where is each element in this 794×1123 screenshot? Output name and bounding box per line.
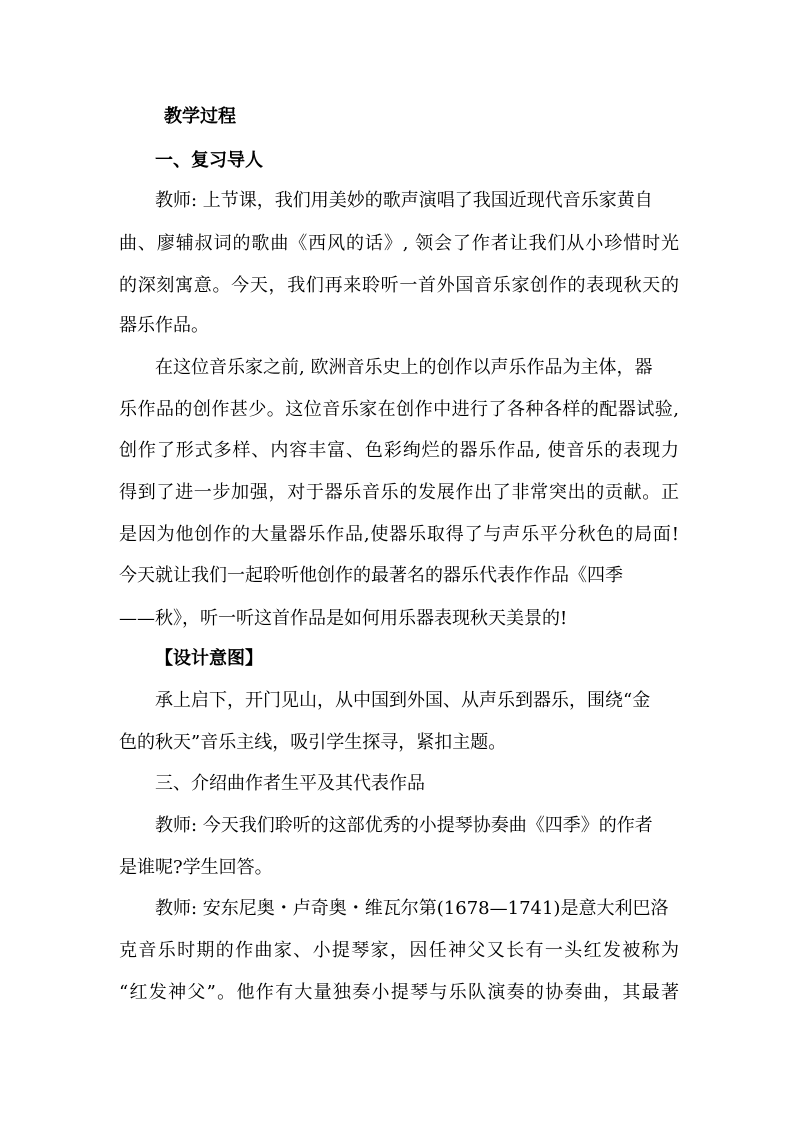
section1-para2-line-3: 创作了形式多样、内容丰富、色彩绚烂的器乐作品, 使音乐的表现力 bbox=[119, 440, 679, 461]
section1-para2-line-5: 是因为他创作的大量器乐作品,使器乐取得了与声乐平分秋色的局面! bbox=[119, 524, 679, 545]
section1-heading: 一、复习导人 bbox=[155, 150, 263, 171]
section1-para2-line-6: 今天就让我们一起聆听他创作的最著名的器乐代表作作品《四季 bbox=[119, 565, 623, 586]
design-heading: 【设计意图】 bbox=[155, 648, 263, 669]
design-line-2: 色的秋天”音乐主线，吸引学生探寻，紧扣主题。 bbox=[119, 732, 507, 753]
document-title: 教学过程 bbox=[164, 106, 236, 127]
section1-para1-line-1: 教师: 上节课，我们用美妙的歌声演唱了我国近现代音乐家黄自 bbox=[155, 190, 653, 211]
section3-para1-line-1: 教师: 今天我们聆听的这部优秀的小提琴协奏曲《四季》的作者 bbox=[155, 815, 653, 836]
section3-para2-line-1: 教师: 安东尼奥・卢奇奥・维瓦尔第(1678—1741)是意大利巴洛 bbox=[155, 898, 669, 919]
section1-para2-line-7: ——秋》，听一听这首作品是如何用乐器表现秋天美景的! bbox=[119, 608, 568, 629]
section3-para2-line-2: 克音乐时期的作曲家、小提琴家，因任神父又长有一头红发被称为 bbox=[119, 940, 679, 961]
section1-para1-line-4: 器乐作品。 bbox=[119, 315, 209, 336]
section1-para1-line-3: 的深刻寓意。今天，我们再来聆听一首外国音乐家创作的表现秋天的 bbox=[119, 275, 679, 296]
section1-para2-line-2: 乐作品的创作甚少。这位音乐家在创作中进行了各种各样的配器试验, bbox=[119, 399, 679, 420]
section1-para2-line-4: 得到了进一步加强，对于器乐音乐的发展作出了非常突出的贡献。正 bbox=[119, 482, 679, 503]
design-line-1: 承上启下，开门见山，从中国到外国、从声乐到器乐，围绕“金 bbox=[155, 690, 651, 711]
section1-para1-line-2: 曲、廖辅叔词的歌曲《西风的话》, 领会了作者让我们从小珍惜时光 bbox=[119, 233, 679, 254]
section3-para2-line-3: “红发神父”。他作有大量独奏小提琴与乐队演奏的协奏曲，其最著 bbox=[119, 982, 679, 1003]
section3-para1-line-2: 是谁呢?学生回答。 bbox=[119, 857, 273, 878]
section1-para2-line-1: 在这位音乐家之前, 欧洲音乐史上的创作以声乐作品为主体，器 bbox=[155, 357, 653, 378]
section3-heading: 三、介绍曲作者生平及其代表作品 bbox=[155, 773, 425, 794]
